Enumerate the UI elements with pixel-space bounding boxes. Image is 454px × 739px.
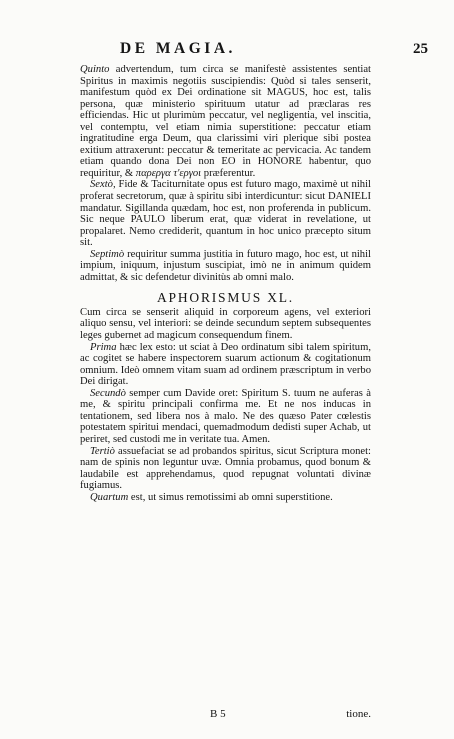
- paragraph-text-end: præferentur.: [203, 167, 256, 179]
- paragraph-text: semper cum Davide oret: Spiritum S. tuum ne auferas à me, & spiritu principali confirma me. Et ne nos inducas in tentationem, sed libera nos à malo. Ne des quæso Pater cœlestis potestatem spiritui mendaci, quemadmodum dedisti super Achab, ut periret, sed custodi me in veritate tua. Amen.: [80, 387, 371, 445]
- main-text: [80, 64, 371, 503]
- page-number: 25: [413, 41, 428, 57]
- paragraph-quartum: [80, 492, 371, 504]
- aphorism-heading: APHORISMUS XL.: [157, 290, 294, 306]
- paragraph-lead: Sextò,: [90, 179, 116, 191]
- paragraph-lead: Quinto: [80, 64, 110, 75]
- paragraph-lead: Quartum: [90, 491, 129, 503]
- paragraph-lead: Tertiò: [90, 445, 115, 457]
- paragraph-prima: [80, 342, 371, 388]
- paragraph-lead: Septimò: [90, 248, 125, 260]
- running-head: DE MAGIA.: [120, 40, 236, 57]
- greek-phrase: παρεργα τ'εργοι: [135, 167, 202, 179]
- paragraph-text: requiritur summa justitia in futuro mago, hoc est, ut nihil impium, iniquum, injustum suscipiat, imò ne in animum quidem admittat, & sic defendetur divinitùs ab omni malo.: [80, 248, 371, 283]
- paragraph-intro: Cum circa se senserit aliquid in corporeum agens, vel exteriori aliquo sensu, vel interiori: se deinde secundum septem subsequentes leges gubernet ad magicum consequendum finem.: [80, 306, 371, 342]
- paragraph-tertio: [80, 446, 371, 492]
- paragraph-secundo: [80, 388, 371, 446]
- paragraph-text: hæc lex esto: ut sciat à Deo ordinatum sibi talem spiritum, ac cogitet se habere inspectorem suarum actionum & cogitationum omnium. Ideò omnem vitam suam ad ordinem præscriptum in verbo Dei dirigat.: [80, 341, 371, 388]
- catchword: tione.: [346, 708, 371, 720]
- paragraph-lead: Prima: [90, 341, 117, 353]
- paragraph-sexto: [80, 179, 371, 248]
- paragraph-quinto: [80, 64, 371, 179]
- paragraph-text: Fide & Taciturnitate opus est futuro mago, maximè ut nihil proferat secretorum, quæ à spiritu sibi interdicuntur: sicut DANIELI mandatur. Sigillanda quædam, hoc est, non proferenda in publicum. Sic neque PAULO liberum erat, quæ viderat in revelatione, ut propalaret. Nemo crediderit, quantum in hoc unico præcepto situm sit.: [80, 179, 371, 249]
- paragraph-text: est, ut simus remotissimi ab omni superstitione.: [130, 491, 333, 503]
- paragraph-text: assuefaciat se ad probandos spiritus, sicut Scriptura monet: nam de spinis non leguntur uvæ. Omnia probamus, quod bonum & laudabile est apprehendamus, quod repugnat voluntati divinæ fugiamus.: [80, 445, 371, 492]
- page-header: [0, 40, 454, 62]
- signature-mark: B 5: [210, 708, 226, 720]
- paragraph-text: advertendum, tum circa se manifestè assistentes sentiat Spiritus in maximis negotiis suscipiendis: Quòd si tales senserit, manifestum quòd ex Dei ordinatione sit MAGUS, hoc est, talis persona, quæ ministerio spirituum utatur ad præclaras res efficiendas. Hic ut plurimùm peccatur, vel negligentia, vel inscitia, vel contemptu, vel etiam nimia superstitione: peccatur etiam ingratitudine erga Deum, qua clarissimi viri plerique sibi postea exitium attraxerunt: peccatur & temeritate ac pervicacia. Ac tandem etiam quando dona Dei non EO in HONORE habentur, quo requiritur, &: [80, 64, 371, 179]
- paragraph-lead: Secundò: [90, 387, 126, 399]
- page-footer: [80, 708, 371, 722]
- paragraph-septimo: [80, 249, 371, 284]
